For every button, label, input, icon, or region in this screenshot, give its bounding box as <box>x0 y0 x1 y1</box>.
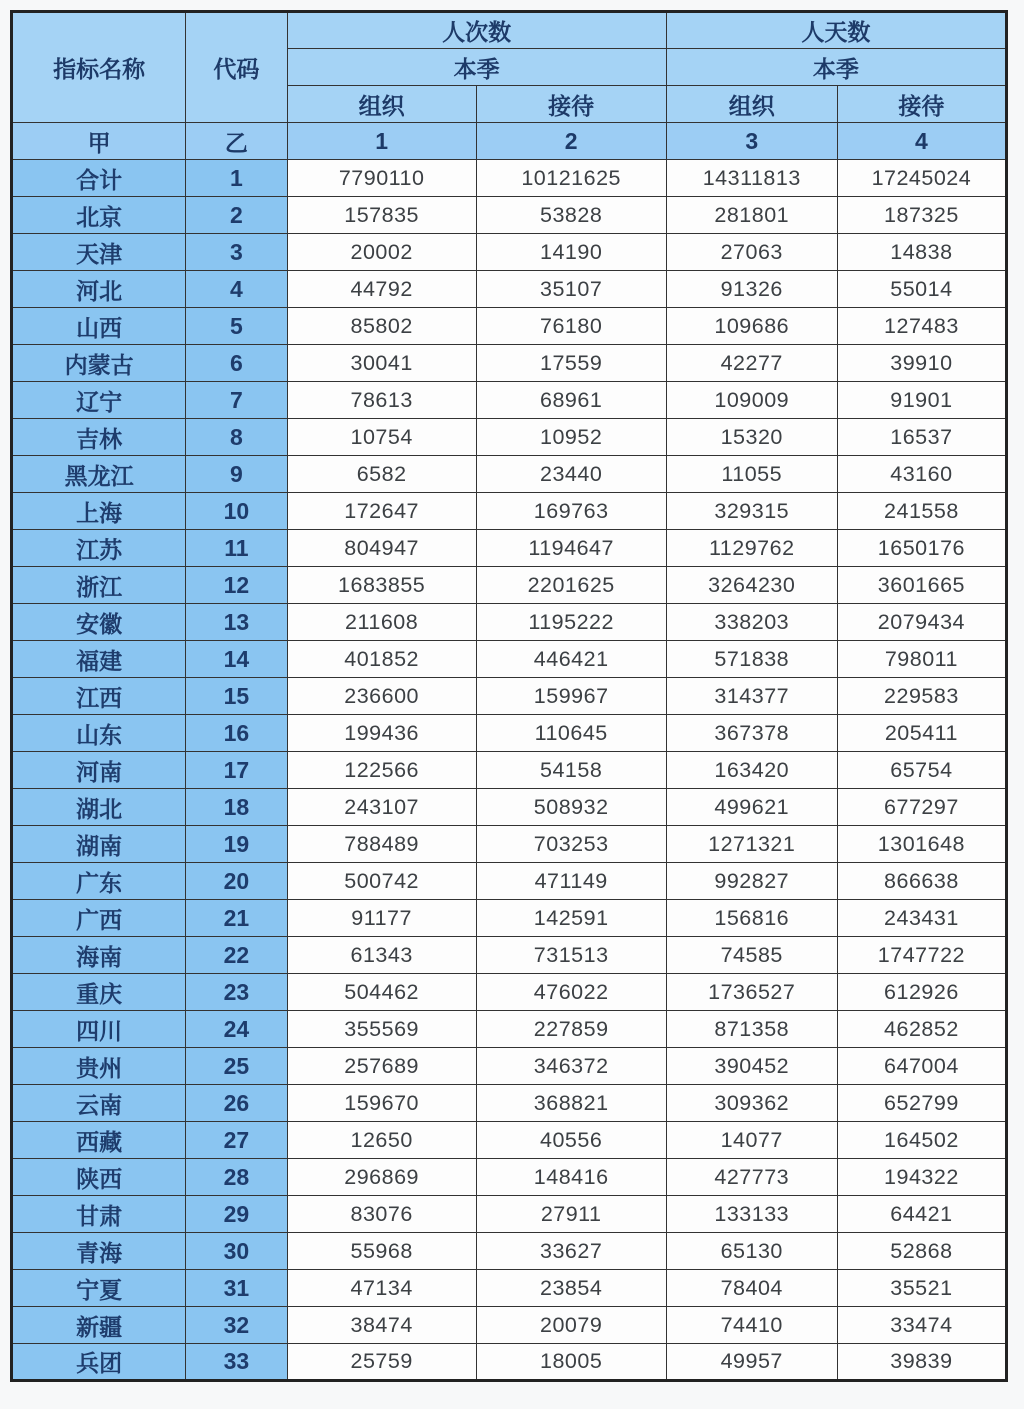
row-value-rec-times: 23854 <box>476 1270 666 1307</box>
table-row <box>12 345 1007 382</box>
table-row <box>12 1085 1007 1122</box>
row-value-org-times: 804947 <box>287 530 476 567</box>
row-value-org-days: 14077 <box>666 1122 837 1159</box>
row-value-rec-days: 612926 <box>837 974 1006 1011</box>
row-value-rec-days: 39910 <box>837 345 1006 382</box>
row-value-rec-days: 3601665 <box>837 567 1006 604</box>
row-code: 25 <box>186 1048 287 1085</box>
table-row <box>12 1122 1007 1159</box>
row-value-org-days: 338203 <box>666 604 837 641</box>
table-row <box>12 567 1007 604</box>
row-value-org-times: 38474 <box>287 1307 476 1344</box>
row-value-rec-times: 703253 <box>476 826 666 863</box>
row-code: 15 <box>186 678 287 715</box>
row-value-rec-times: 35107 <box>476 271 666 308</box>
row-label: 山西 <box>12 308 186 345</box>
header-row-keys <box>12 123 1007 160</box>
row-label: 合计 <box>12 160 186 197</box>
row-value-rec-times: 2201625 <box>476 567 666 604</box>
row-value-org-days: 15320 <box>666 419 837 456</box>
row-code: 28 <box>186 1159 287 1196</box>
row-value-rec-days: 43160 <box>837 456 1006 493</box>
row-value-rec-days: 16537 <box>837 419 1006 456</box>
table-row <box>12 1233 1007 1270</box>
table-row <box>12 900 1007 937</box>
row-label: 上海 <box>12 493 186 530</box>
row-code: 14 <box>186 641 287 678</box>
row-label: 江西 <box>12 678 186 715</box>
row-value-org-times: 44792 <box>287 271 476 308</box>
row-code: 11 <box>186 530 287 567</box>
row-value-rec-days: 2079434 <box>837 604 1006 641</box>
row-code: 26 <box>186 1085 287 1122</box>
table-row <box>12 493 1007 530</box>
row-code: 31 <box>186 1270 287 1307</box>
table-row <box>12 234 1007 271</box>
row-value-rec-times: 20079 <box>476 1307 666 1344</box>
row-value-rec-times: 23440 <box>476 456 666 493</box>
row-value-org-times: 1683855 <box>287 567 476 604</box>
row-value-org-times: 257689 <box>287 1048 476 1085</box>
table-row <box>12 1159 1007 1196</box>
row-value-rec-times: 33627 <box>476 1233 666 1270</box>
row-label: 河南 <box>12 752 186 789</box>
row-value-org-times: 788489 <box>287 826 476 863</box>
row-label: 重庆 <box>12 974 186 1011</box>
table-row <box>12 641 1007 678</box>
row-value-org-days: 871358 <box>666 1011 837 1048</box>
row-code: 4 <box>186 271 287 308</box>
row-value-rec-times: 368821 <box>476 1085 666 1122</box>
header-indicator-name: 指标名称 <box>12 12 186 123</box>
row-code: 22 <box>186 937 287 974</box>
row-value-org-days: 3264230 <box>666 567 837 604</box>
row-value-rec-days: 55014 <box>837 271 1006 308</box>
row-value-rec-times: 110645 <box>476 715 666 752</box>
row-value-org-times: 504462 <box>287 974 476 1011</box>
column-key-yi: 乙 <box>186 123 287 160</box>
row-value-org-times: 85802 <box>287 308 476 345</box>
row-code: 17 <box>186 752 287 789</box>
row-value-org-days: 27063 <box>666 234 837 271</box>
column-key-jia: 甲 <box>12 123 186 160</box>
header-row-groups <box>12 12 1007 49</box>
row-code: 3 <box>186 234 287 271</box>
row-code: 16 <box>186 715 287 752</box>
row-value-org-days: 427773 <box>666 1159 837 1196</box>
row-value-org-days: 14311813 <box>666 160 837 197</box>
row-code: 13 <box>186 604 287 641</box>
row-value-rec-days: 127483 <box>837 308 1006 345</box>
row-label: 湖北 <box>12 789 186 826</box>
row-label: 兵团 <box>12 1344 186 1381</box>
row-value-org-days: 314377 <box>666 678 837 715</box>
row-value-rec-days: 652799 <box>837 1085 1006 1122</box>
row-label: 浙江 <box>12 567 186 604</box>
row-code: 30 <box>186 1233 287 1270</box>
row-value-org-times: 211608 <box>287 604 476 641</box>
row-value-org-times: 78613 <box>287 382 476 419</box>
row-value-org-times: 61343 <box>287 937 476 974</box>
table-row <box>12 826 1007 863</box>
row-value-rec-times: 17559 <box>476 345 666 382</box>
row-value-org-days: 309362 <box>666 1085 837 1122</box>
row-value-org-days: 65130 <box>666 1233 837 1270</box>
row-label: 宁夏 <box>12 1270 186 1307</box>
table-row <box>12 308 1007 345</box>
table-row <box>12 1011 1007 1048</box>
row-code: 5 <box>186 308 287 345</box>
row-value-org-days: 281801 <box>666 197 837 234</box>
row-label: 海南 <box>12 937 186 974</box>
row-value-rec-days: 65754 <box>837 752 1006 789</box>
row-value-org-times: 172647 <box>287 493 476 530</box>
table-row <box>12 1196 1007 1233</box>
table-row <box>12 1344 1007 1381</box>
table-row <box>12 197 1007 234</box>
header-person-times: 人次数 <box>287 12 666 49</box>
row-value-org-days: 109686 <box>666 308 837 345</box>
row-value-org-days: 74585 <box>666 937 837 974</box>
row-value-rec-times: 53828 <box>476 197 666 234</box>
table-row <box>12 752 1007 789</box>
row-value-rec-days: 33474 <box>837 1307 1006 1344</box>
row-value-rec-times: 169763 <box>476 493 666 530</box>
row-code: 23 <box>186 974 287 1011</box>
row-value-rec-days: 677297 <box>837 789 1006 826</box>
row-value-org-days: 499621 <box>666 789 837 826</box>
row-value-org-days: 74410 <box>666 1307 837 1344</box>
row-value-rec-times: 1195222 <box>476 604 666 641</box>
row-label: 新疆 <box>12 1307 186 1344</box>
row-value-rec-times: 10121625 <box>476 160 666 197</box>
header-person-days: 人天数 <box>666 12 1006 49</box>
table-row <box>12 715 1007 752</box>
column-key-4: 4 <box>837 123 1006 160</box>
row-label: 天津 <box>12 234 186 271</box>
table-row <box>12 271 1007 308</box>
row-code: 12 <box>186 567 287 604</box>
table-row <box>12 419 1007 456</box>
row-value-rec-times: 27911 <box>476 1196 666 1233</box>
row-value-org-times: 20002 <box>287 234 476 271</box>
row-label: 山东 <box>12 715 186 752</box>
row-value-org-times: 236600 <box>287 678 476 715</box>
row-value-rec-times: 18005 <box>476 1344 666 1381</box>
column-key-1: 1 <box>287 123 476 160</box>
header-organized-times: 组织 <box>287 86 476 123</box>
column-key-3: 3 <box>666 123 837 160</box>
table-row <box>12 456 1007 493</box>
row-value-rec-days: 14838 <box>837 234 1006 271</box>
row-value-rec-times: 142591 <box>476 900 666 937</box>
row-label: 内蒙古 <box>12 345 186 382</box>
row-label: 吉林 <box>12 419 186 456</box>
row-value-rec-times: 476022 <box>476 974 666 1011</box>
row-value-org-times: 83076 <box>287 1196 476 1233</box>
row-label: 贵州 <box>12 1048 186 1085</box>
row-label: 安徽 <box>12 604 186 641</box>
header-quarter-times: 本季 <box>287 49 666 86</box>
table-row <box>12 863 1007 900</box>
row-value-rec-days: 1747722 <box>837 937 1006 974</box>
row-value-rec-times: 68961 <box>476 382 666 419</box>
row-value-org-times: 30041 <box>287 345 476 382</box>
row-value-org-days: 163420 <box>666 752 837 789</box>
row-value-rec-times: 471149 <box>476 863 666 900</box>
row-value-rec-times: 40556 <box>476 1122 666 1159</box>
row-value-rec-times: 508932 <box>476 789 666 826</box>
row-code: 10 <box>186 493 287 530</box>
row-value-rec-days: 52868 <box>837 1233 1006 1270</box>
header-received-times: 接待 <box>476 86 666 123</box>
row-value-org-times: 55968 <box>287 1233 476 1270</box>
row-code: 6 <box>186 345 287 382</box>
row-value-rec-times: 1194647 <box>476 530 666 567</box>
table-row <box>12 937 1007 974</box>
row-label: 甘肃 <box>12 1196 186 1233</box>
row-value-org-days: 133133 <box>666 1196 837 1233</box>
row-value-rec-times: 346372 <box>476 1048 666 1085</box>
row-label: 黑龙江 <box>12 456 186 493</box>
row-code: 19 <box>186 826 287 863</box>
row-code: 2 <box>186 197 287 234</box>
row-value-rec-times: 14190 <box>476 234 666 271</box>
table-row <box>12 1270 1007 1307</box>
row-value-rec-times: 54158 <box>476 752 666 789</box>
row-value-org-times: 157835 <box>287 197 476 234</box>
row-value-rec-days: 164502 <box>837 1122 1006 1159</box>
row-value-rec-days: 241558 <box>837 493 1006 530</box>
row-label: 云南 <box>12 1085 186 1122</box>
row-value-org-days: 571838 <box>666 641 837 678</box>
row-code: 18 <box>186 789 287 826</box>
row-value-org-times: 500742 <box>287 863 476 900</box>
row-code: 7 <box>186 382 287 419</box>
header-organized-days: 组织 <box>666 86 837 123</box>
row-value-org-days: 109009 <box>666 382 837 419</box>
row-value-rec-days: 243431 <box>837 900 1006 937</box>
row-value-rec-days: 35521 <box>837 1270 1006 1307</box>
row-value-rec-days: 91901 <box>837 382 1006 419</box>
row-value-rec-days: 205411 <box>837 715 1006 752</box>
table-row <box>12 974 1007 1011</box>
row-code: 29 <box>186 1196 287 1233</box>
row-value-org-times: 91177 <box>287 900 476 937</box>
row-value-rec-days: 187325 <box>837 197 1006 234</box>
table-row <box>12 789 1007 826</box>
header-quarter-days: 本季 <box>666 49 1006 86</box>
row-value-rec-times: 446421 <box>476 641 666 678</box>
table-body <box>12 160 1007 1381</box>
table-header <box>12 12 1007 160</box>
table-row <box>12 604 1007 641</box>
row-value-rec-days: 39839 <box>837 1344 1006 1381</box>
row-value-rec-days: 229583 <box>837 678 1006 715</box>
row-value-org-days: 1271321 <box>666 826 837 863</box>
row-label: 青海 <box>12 1233 186 1270</box>
column-key-2: 2 <box>476 123 666 160</box>
row-value-org-times: 296869 <box>287 1159 476 1196</box>
row-value-rec-times: 159967 <box>476 678 666 715</box>
row-value-org-days: 329315 <box>666 493 837 530</box>
row-value-org-times: 159670 <box>287 1085 476 1122</box>
row-label: 福建 <box>12 641 186 678</box>
row-value-org-days: 367378 <box>666 715 837 752</box>
table-row <box>12 678 1007 715</box>
row-value-rec-times: 148416 <box>476 1159 666 1196</box>
row-value-org-times: 122566 <box>287 752 476 789</box>
row-code: 24 <box>186 1011 287 1048</box>
row-value-org-days: 78404 <box>666 1270 837 1307</box>
row-value-org-days: 1129762 <box>666 530 837 567</box>
row-label: 湖南 <box>12 826 186 863</box>
row-code: 1 <box>186 160 287 197</box>
statistics-table <box>10 10 1008 1382</box>
row-value-org-times: 243107 <box>287 789 476 826</box>
table-row <box>12 382 1007 419</box>
row-code: 8 <box>186 419 287 456</box>
table-row <box>12 530 1007 567</box>
row-value-org-days: 156816 <box>666 900 837 937</box>
table-row <box>12 1048 1007 1085</box>
row-value-rec-days: 194322 <box>837 1159 1006 1196</box>
row-label: 江苏 <box>12 530 186 567</box>
row-value-rec-times: 10952 <box>476 419 666 456</box>
row-value-org-days: 42277 <box>666 345 837 382</box>
row-label: 广西 <box>12 900 186 937</box>
row-label: 广东 <box>12 863 186 900</box>
row-code: 33 <box>186 1344 287 1381</box>
row-code: 27 <box>186 1122 287 1159</box>
row-value-org-times: 25759 <box>287 1344 476 1381</box>
row-value-org-times: 7790110 <box>287 160 476 197</box>
row-value-org-days: 91326 <box>666 271 837 308</box>
row-value-rec-days: 1650176 <box>837 530 1006 567</box>
row-value-rec-times: 731513 <box>476 937 666 974</box>
row-label: 四川 <box>12 1011 186 1048</box>
row-code: 32 <box>186 1307 287 1344</box>
header-received-days: 接待 <box>837 86 1006 123</box>
row-value-rec-times: 76180 <box>476 308 666 345</box>
row-value-rec-days: 866638 <box>837 863 1006 900</box>
row-label: 西藏 <box>12 1122 186 1159</box>
row-value-org-times: 199436 <box>287 715 476 752</box>
row-value-rec-days: 17245024 <box>837 160 1006 197</box>
row-code: 21 <box>186 900 287 937</box>
row-value-org-days: 1736527 <box>666 974 837 1011</box>
row-value-org-days: 390452 <box>666 1048 837 1085</box>
row-value-rec-days: 647004 <box>837 1048 1006 1085</box>
row-value-org-times: 6582 <box>287 456 476 493</box>
row-value-rec-days: 462852 <box>837 1011 1006 1048</box>
row-value-org-days: 11055 <box>666 456 837 493</box>
row-value-org-days: 992827 <box>666 863 837 900</box>
row-value-rec-days: 64421 <box>837 1196 1006 1233</box>
row-value-org-times: 12650 <box>287 1122 476 1159</box>
row-value-rec-days: 1301648 <box>837 826 1006 863</box>
row-value-rec-days: 798011 <box>837 641 1006 678</box>
row-value-org-times: 47134 <box>287 1270 476 1307</box>
row-label: 陕西 <box>12 1159 186 1196</box>
row-code: 9 <box>186 456 287 493</box>
row-value-org-times: 10754 <box>287 419 476 456</box>
row-code: 20 <box>186 863 287 900</box>
row-value-org-days: 49957 <box>666 1344 837 1381</box>
row-value-org-times: 401852 <box>287 641 476 678</box>
row-label: 辽宁 <box>12 382 186 419</box>
row-label: 北京 <box>12 197 186 234</box>
row-label: 河北 <box>12 271 186 308</box>
row-value-rec-times: 227859 <box>476 1011 666 1048</box>
row-value-org-times: 355569 <box>287 1011 476 1048</box>
header-code: 代码 <box>186 12 287 123</box>
table-row <box>12 1307 1007 1344</box>
table-row <box>12 160 1007 197</box>
